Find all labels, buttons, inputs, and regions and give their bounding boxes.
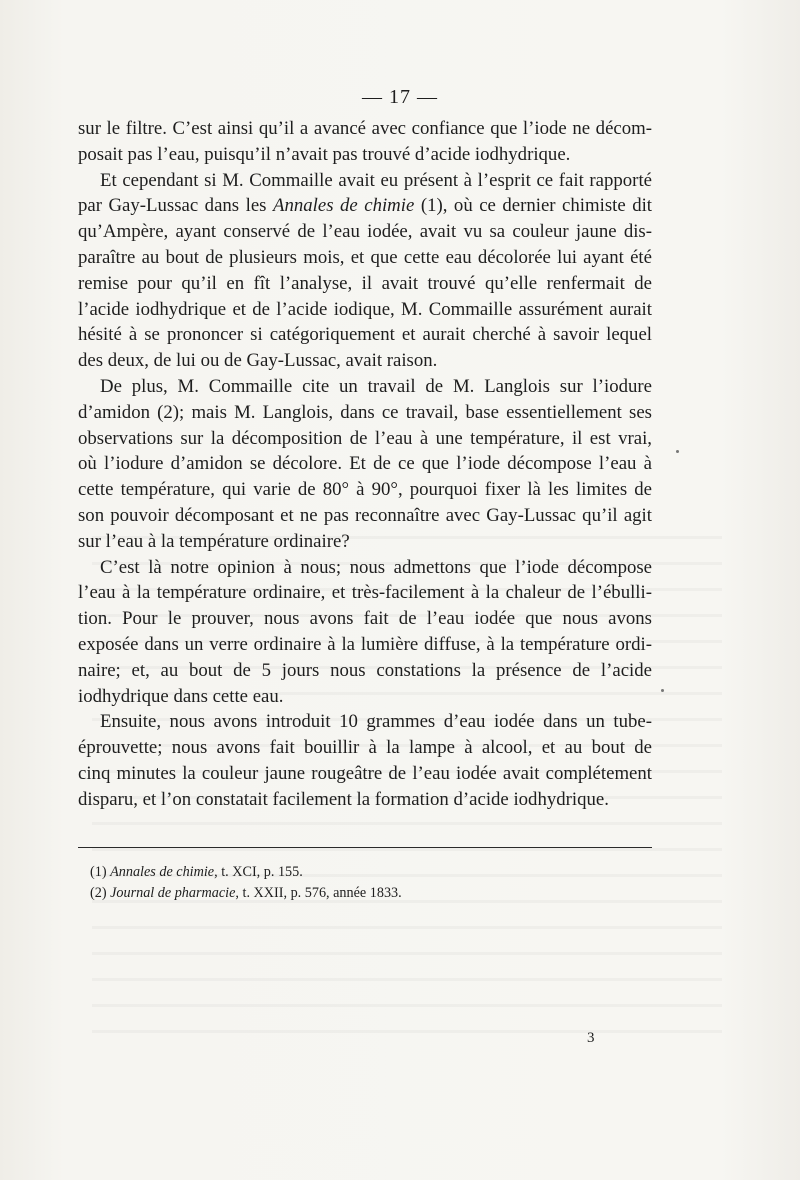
text-line: paraître au bout de plusieurs mois, et que cette eau décolorée lui ayant été xyxy=(78,246,652,268)
italic-title: Annales de chimie xyxy=(273,195,415,217)
text-line: qu’Ampère, ayant conservé de l’eau iodée, avait vu sa couleur jaune dis- xyxy=(78,221,652,243)
text-line: hésité à se prononcer si catégoriquement et aurait cherché à savoir lequel xyxy=(78,324,652,346)
text-line: cette température, qui varie de 80° à 90°, pourquoi fixer là les limites de xyxy=(78,479,652,501)
text-line-part: (1), où ce dernier chimiste dit xyxy=(420,195,653,217)
paper-speck xyxy=(676,450,679,453)
footnote-1 xyxy=(90,862,650,883)
text-line: iodhydrique dans cette eau. xyxy=(78,685,284,707)
text-line: tion. Pour le prouver, nous avons fait de l’eau iodée que nous avons xyxy=(78,608,652,630)
footnote-2 xyxy=(90,883,650,904)
text-line: l’acide iodhydrique et de l’acide iodique, M. Commaille assurément aurait xyxy=(78,298,652,320)
footnotes xyxy=(90,862,650,904)
footnote-reference: , t. XCI, p. 155. xyxy=(214,864,303,880)
footnote-title: Journal de pharmacie xyxy=(110,885,236,901)
footnote-reference: , t. XXII, p. 576, année 1833. xyxy=(235,885,402,901)
text-line: d’amidon (2); mais M. Langlois, dans ce travail, base essentiellement ses xyxy=(78,401,652,423)
main-text xyxy=(78,116,652,813)
text-line: sur le filtre. C’est ainsi qu’il a avancé avec confiance que l’iode ne décom- xyxy=(78,118,652,139)
text-line: exposée dans un verre ordinaire à la lumière diffuse, à la température ordi- xyxy=(78,633,652,655)
text-line: C’est là notre opinion à nous; nous admettons que l’iode décompose xyxy=(100,556,652,578)
text-line: disparu, et l’on constatait facilement la formation d’acide iodhydrique. xyxy=(78,788,609,810)
text-line: De plus, M. Commaille cite un travail de M. Langlois sur l’iodure xyxy=(100,375,652,397)
text-line: posait pas l’eau, puisqu’il n’avait pas trouvé d’acide iodhydrique. xyxy=(78,143,571,165)
text-line: sur l’eau à la température ordinaire? xyxy=(78,530,350,552)
footnote-number: (1) xyxy=(90,864,107,880)
text-line-with-citation xyxy=(78,193,652,219)
text-line: cinq minutes la couleur jaune rougeâtre de l’eau iodée avait complétement xyxy=(78,762,652,784)
text-line: remise pour qu’il en fît l’analyse, il avait trouvé qu’elle renfermait de xyxy=(78,272,652,294)
text-line: Ensuite, nous avons introduit 10 grammes d’eau iodée dans un tube- xyxy=(100,711,652,733)
text-line: naire; et, au bout de 5 jours nous constations la présence de l’acide xyxy=(78,659,652,681)
text-line: des deux, de lui ou de Gay-Lussac, avait raison. xyxy=(78,350,438,372)
text-line-part: par Gay-Lussac dans les xyxy=(78,195,267,217)
footnote-number: (2) xyxy=(90,885,107,901)
text-line: où l’iodure d’amidon se décolore. Et de ce que l’iode décompose l’eau à xyxy=(78,453,652,475)
paper-speck xyxy=(661,689,664,692)
page-number: — 17 — xyxy=(362,86,438,108)
text-line: son pouvoir décomposant et ne pas reconnaître avec Gay-Lussac qu’il agit xyxy=(78,504,652,526)
footnote-separator xyxy=(78,847,652,848)
printer-signature: 3 xyxy=(587,1030,595,1046)
footnote-title: Annales de chimie xyxy=(110,864,215,880)
text-line: Et cependant si M. Commaille avait eu présent à l’esprit ce fait rapporté xyxy=(100,169,652,191)
text-line: observations sur la décomposition de l’eau à une température, il est vrai, xyxy=(78,427,652,449)
text-line: éprouvette; nous avons fait bouillir à la lampe à alcool, et au bout de xyxy=(78,737,652,759)
text-line: l’eau à la température ordinaire, et très-facilement à la chaleur de l’ébulli- xyxy=(78,582,652,604)
